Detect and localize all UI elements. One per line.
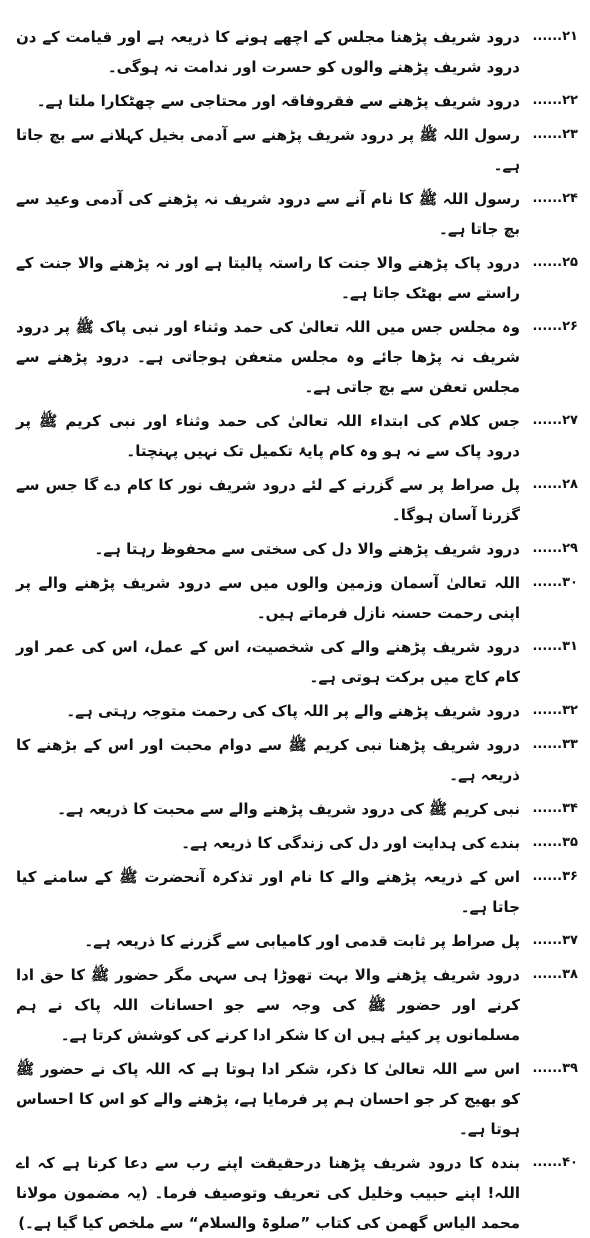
item-number: ۳۰...... xyxy=(532,575,578,590)
list-item xyxy=(12,568,578,628)
list-item xyxy=(12,248,578,308)
item-text: جس کلام کی ابتداء اللہ تعالیٰ کی حمد وثناء اور نبی کریم ﷺ پر درود پاک سے نہ ہو وہ کام پایۂ تکمیل تک نہیں پہنچتا۔ xyxy=(16,412,520,460)
list-item xyxy=(12,926,578,956)
list-item xyxy=(12,406,578,466)
list-item xyxy=(12,632,578,692)
item-number: ۲۳...... xyxy=(532,127,578,142)
item-number: ۲۱...... xyxy=(532,29,578,44)
item-text: درود شریف پڑھنے والا دل کی سختی سے محفوظ رہتا ہے۔ xyxy=(94,540,520,558)
item-text: نبی کریم ﷺ کی درود شریف پڑھنے والے سے محبت کا ذریعہ ہے۔ xyxy=(57,800,520,818)
item-text: اس سے اللہ تعالیٰ کا ذکر، شکر ادا ہوتا ہے کہ اللہ پاک نے حضور ﷺ کو بھیج کر جو احسان ہم پر فرمایا ہے، پڑھنے والے کو اس کا احساس ہوتا ہے۔ xyxy=(16,1060,520,1138)
item-number: ۲۵...... xyxy=(532,255,578,270)
item-number: ۲۲...... xyxy=(532,93,578,108)
item-number: ۳۳...... xyxy=(532,737,578,752)
list-item xyxy=(12,470,578,530)
item-text: اس کے ذریعہ پڑھنے والے کا نام اور تذکرہ آنحضرت ﷺ کے سامنے کیا جاتا ہے۔ xyxy=(16,868,520,916)
item-text: بندے کی ہدایت اور دل کی زندگی کا ذریعہ ہے۔ xyxy=(181,834,520,852)
item-text: درود شریف پڑھنے سے فقروفاقہ اور محتاجی سے چھٹکارا ملتا ہے۔ xyxy=(36,92,520,110)
list-item xyxy=(12,86,578,116)
list-item xyxy=(12,184,578,244)
list-item xyxy=(12,1148,578,1238)
list-item xyxy=(12,862,578,922)
item-number: ۴۰...... xyxy=(532,1155,578,1170)
list-item xyxy=(12,312,578,402)
item-number: ۲۴...... xyxy=(532,191,578,206)
item-text: وہ مجلس جس میں اللہ تعالیٰ کی حمد وثناء اور نبی پاک ﷺ پر درود شریف نہ پڑھا جائے وہ مجلس متعفن ہوجاتی ہے۔ درود پڑھنے سے مجلس تعفن سے بچ جاتی ہے۔ xyxy=(16,318,520,396)
item-number: ۳۸...... xyxy=(532,967,578,982)
item-number: ۳۹...... xyxy=(532,1061,578,1076)
item-text: بندہ کا درود شریف پڑھنا درحقیقت اپنے رب سے دعا کرنا ہے کہ اے اللہ! اپنے حبیب وخلیل کی تعریف وتوصیف فرما۔ (یہ مضمون مولانا محمد الیاس گھمن کی کتاب ”صلوۃ والسلام“ سے ملخص کیا گیا ہے۔) xyxy=(16,1154,520,1232)
item-number: ۲۶...... xyxy=(532,319,578,334)
item-text: رسول اللہ ﷺ کا نام آنے سے درود شریف نہ پڑھنے کی آدمی وعید سے بچ جاتا ہے۔ xyxy=(16,190,520,238)
list-item xyxy=(12,730,578,790)
list-item xyxy=(12,794,578,824)
list-item xyxy=(12,1054,578,1144)
item-number: ۳۴...... xyxy=(532,801,578,816)
item-text: درود شریف پڑھنے والا بہت تھوڑا ہی سہی مگر حضور ﷺ کا حق ادا کرنے اور حضور ﷺ کی وجہ سے جو احسانات اللہ پاک نے ہم مسلمانوں پر کیئے ہیں ان کا شکر ادا کرنے کی کوشش کرتا ہے۔ xyxy=(16,966,520,1044)
item-number: ۲۹...... xyxy=(532,541,578,556)
item-number: ۳۵...... xyxy=(532,835,578,850)
item-text: درود شریف پڑھنا نبی کریم ﷺ سے دوام محبت اور اس کے بڑھنے کا ذریعہ ہے۔ xyxy=(16,736,520,784)
list-item xyxy=(12,120,578,180)
item-number: ۲۸...... xyxy=(532,477,578,492)
list-item xyxy=(12,828,578,858)
item-text: درود پاک پڑھنے والا جنت کا راستہ پالیتا ہے اور نہ پڑھنے والا جنت کے راستے سے بھٹک جاتا ہے۔ xyxy=(16,254,520,302)
item-number: ۲۷...... xyxy=(532,413,578,428)
list-item xyxy=(12,960,578,1050)
list-item xyxy=(12,534,578,564)
item-number: ۳۲...... xyxy=(532,703,578,718)
item-text: درود شریف پڑھنا مجلس کے اچھے ہونے کا ذریعہ ہے اور قیامت کے دن درود شریف پڑھنے والوں کو حسرت اور ندامت نہ ہوگی۔ xyxy=(16,28,520,76)
list-item xyxy=(12,696,578,726)
item-text: درود شریف پڑھنے والے کی شخصیت، اس کے عمل، اس کی عمر اور کام کاج میں برکت ہوتی ہے۔ xyxy=(16,638,520,686)
item-text: اللہ تعالیٰ آسمان وزمین والوں میں سے درود شریف پڑھنے والے پر اپنی رحمت حسنہ نازل فرماتے ہیں۔ xyxy=(16,574,520,622)
item-text: درود شریف پڑھنے والے پر اللہ پاک کی رحمت متوجہ رہتی ہے۔ xyxy=(66,702,520,720)
list-item xyxy=(12,22,578,82)
item-text: پل صراط پر ثابت قدمی اور کامیابی سے گزرنے کا ذریعہ ہے۔ xyxy=(84,932,520,950)
item-number: ۳۱...... xyxy=(532,639,578,654)
item-number: ۳۶...... xyxy=(532,869,578,884)
item-text: پل صراط پر سے گزرنے کے لئے درود شریف نور کا کام دے گا جس سے گزرنا آسان ہوگا۔ xyxy=(16,476,520,524)
item-number: ۳۷...... xyxy=(532,933,578,948)
item-text: رسول اللہ ﷺ پر درود شریف پڑھنے سے آدمی بخیل کہلانے سے بچ جاتا ہے۔ xyxy=(16,126,520,174)
